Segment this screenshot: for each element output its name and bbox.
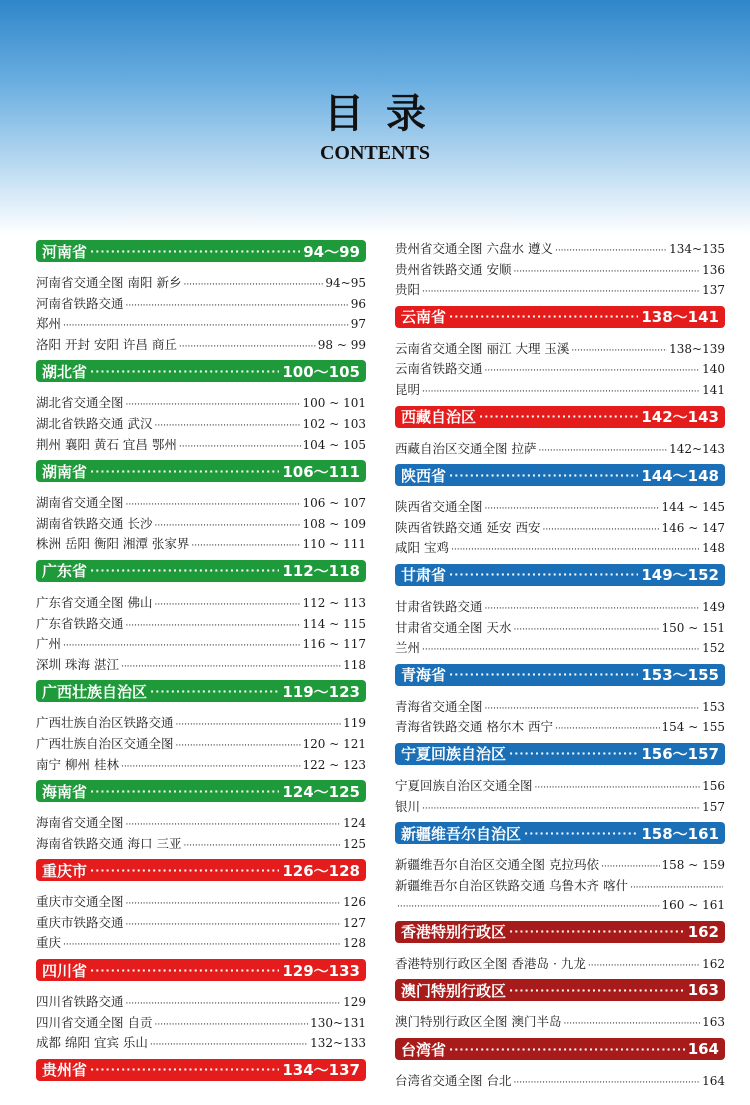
section-name: 广西壮族自治区	[42, 682, 148, 701]
toc-section	[36, 1059, 366, 1081]
toc-entry-label: 洛阳 开封 安阳 许昌 商丘	[36, 336, 177, 352]
dot-leader	[397, 899, 660, 917]
toc-entry-page: 102 ~ 103	[302, 416, 366, 431]
toc-section	[395, 979, 725, 1034]
dot-leader	[90, 564, 279, 577]
toc-entry[interactable]	[36, 656, 366, 677]
section-header-bar[interactable]	[395, 564, 725, 586]
dot-leader	[513, 1075, 700, 1093]
toc-section-continued	[395, 240, 725, 302]
section-pages: 163	[687, 981, 719, 1000]
toc-entry[interactable]	[36, 615, 366, 636]
dot-leader	[422, 801, 700, 819]
dot-leader	[126, 397, 301, 415]
toc-entry-label: 新疆维吾尔自治区铁路交通 乌鲁木齐 喀什	[395, 877, 628, 893]
dot-leader	[191, 538, 300, 556]
section-header-bar[interactable]	[36, 360, 366, 382]
section-pages: 138～141	[641, 308, 719, 327]
dot-leader	[509, 747, 638, 760]
dot-leader	[126, 896, 342, 914]
dot-leader	[179, 339, 316, 357]
toc-entry-label: 重庆市交通全图	[36, 894, 124, 910]
dot-leader	[535, 780, 701, 798]
toc-entry-label: 南宁 柳州 桂林	[36, 756, 119, 772]
toc-entry[interactable]	[36, 1034, 366, 1055]
toc-entry-page: 97	[350, 317, 366, 332]
toc-entry-label: 咸阳 宝鸡	[395, 540, 449, 556]
toc-entry-label: 甘肃省交通全图 天水	[395, 619, 512, 635]
dot-leader	[630, 880, 723, 898]
toc-entry-label: 重庆	[36, 935, 62, 951]
section-name: 青海省	[401, 666, 447, 685]
toc-entry-label: 重庆市铁路交通	[36, 914, 124, 930]
section-name: 湖南省	[42, 462, 88, 481]
toc-entry-label: 广州	[36, 636, 62, 652]
toc-entry[interactable]	[36, 893, 366, 914]
toc-entry-page: 144 ~ 145	[661, 500, 725, 515]
section-name: 甘肃省	[401, 566, 447, 585]
dot-leader	[90, 245, 300, 258]
section-pages: 149～152	[641, 566, 719, 585]
toc-entry-page: 112 ~ 113	[302, 595, 366, 610]
dot-leader	[422, 384, 700, 402]
toc-entry-page: 104 ~ 105	[302, 437, 366, 452]
toc-entry-page: 164	[702, 1074, 725, 1089]
dot-leader	[154, 518, 300, 536]
dot-leader	[183, 277, 323, 295]
toc-entry-label: 银川	[395, 798, 421, 814]
toc-entry-page: 127	[343, 915, 366, 930]
dot-leader	[571, 343, 667, 361]
toc-entry-page: 106 ~ 107	[302, 496, 366, 511]
page-title: 目录	[324, 91, 448, 137]
section-name: 湖北省	[42, 362, 88, 381]
section-header-bar[interactable]	[395, 822, 725, 844]
toc-entry-page: 136	[702, 262, 725, 277]
toc-entry-label: 兰州	[395, 640, 421, 656]
toc-entry[interactable]	[36, 535, 366, 556]
page-subtitle: CONTENTS	[319, 142, 431, 164]
section-header-bar[interactable]	[36, 859, 366, 881]
toc-entry-page: 110 ~ 111	[302, 537, 366, 552]
section-header-bar[interactable]	[395, 406, 725, 428]
section-pages: 129～133	[282, 961, 360, 980]
toc-entry[interactable]	[395, 381, 725, 402]
dot-leader	[63, 638, 300, 656]
toc-section	[36, 859, 366, 955]
toc-entry[interactable]	[395, 519, 725, 540]
toc-entry-label: 西藏自治区交通全图 拉萨	[395, 440, 537, 456]
toc-entry[interactable]	[395, 360, 725, 381]
toc-section	[395, 664, 725, 739]
toc-entry-page: 129	[343, 995, 366, 1010]
dot-leader	[154, 418, 300, 436]
toc-entry-label: 昆明	[395, 381, 421, 397]
toc-entry[interactable]	[36, 295, 366, 316]
toc-section	[395, 743, 725, 818]
dot-leader	[513, 622, 659, 640]
toc-entry[interactable]	[395, 1072, 725, 1093]
toc-entry-label: 海南省交通全图	[36, 815, 124, 831]
toc-entry[interactable]	[36, 756, 366, 777]
dot-leader	[183, 838, 341, 856]
toc-left-column	[36, 240, 366, 1093]
dot-leader	[126, 618, 301, 636]
toc-entry-page: 116 ~ 117	[302, 637, 366, 652]
toc-entry-label: 郑州	[36, 316, 62, 332]
toc-entry-page: 94~95	[325, 276, 366, 290]
toc-entry-page: 152	[702, 641, 725, 656]
toc-entry-page: 130~131	[310, 1015, 366, 1030]
section-header-bar[interactable]	[36, 1059, 366, 1081]
section-name: 新疆维吾尔自治区	[401, 824, 522, 843]
section-name: 台湾省	[401, 1040, 447, 1059]
toc-entry-page: 98 ~ 99	[317, 337, 366, 352]
toc-entry-label: 云南省交通全图 丽江 大理 玉溪	[395, 340, 570, 356]
dot-leader	[509, 984, 685, 997]
dot-leader	[509, 925, 685, 938]
dot-leader	[449, 469, 638, 482]
dot-leader	[479, 410, 638, 423]
section-name: 宁夏回族自治区	[401, 745, 507, 764]
toc-entry-page: 96	[350, 296, 366, 311]
toc-entry-page: 120 ~ 121	[302, 736, 366, 751]
dot-leader	[485, 701, 701, 719]
toc-entry-page: 100 ~ 101	[302, 396, 366, 411]
toc-entry-page: 162	[702, 956, 725, 971]
toc-entry[interactable]	[395, 1013, 725, 1034]
toc-section	[395, 564, 725, 660]
toc-entry[interactable]	[395, 856, 725, 877]
toc-entry-page: 141	[702, 382, 725, 397]
section-pages: 100～105	[282, 362, 360, 381]
dot-leader	[150, 685, 279, 698]
toc-entry[interactable]	[395, 698, 725, 719]
toc-entry-label: 河南省铁路交通	[36, 295, 124, 311]
section-pages: 158～161	[641, 824, 719, 843]
dot-leader	[150, 1037, 308, 1055]
toc-entry-label: 四川省交通全图 自贡	[36, 1014, 153, 1030]
section-name: 云南省	[401, 308, 447, 327]
toc-entry[interactable]	[36, 814, 366, 835]
dot-leader	[126, 497, 301, 515]
dot-leader	[90, 365, 279, 378]
toc-section	[395, 1038, 725, 1093]
section-header-bar[interactable]	[36, 560, 366, 582]
dot-leader	[63, 318, 349, 336]
toc-entry-page: 126	[343, 895, 366, 910]
section-name: 海南省	[42, 782, 88, 801]
section-name: 贵州省	[42, 1061, 88, 1080]
toc-entry-label: 香港特别行政区全图 香港岛 · 九龙	[395, 955, 586, 971]
toc-section	[36, 680, 366, 776]
toc-entry-label: 广西壮族自治区交通全图	[36, 735, 174, 751]
toc-entry[interactable]	[36, 835, 366, 856]
section-header-bar[interactable]	[395, 743, 725, 765]
toc-entry-label: 荆州 襄阳 黄石 宜昌 鄂州	[36, 436, 177, 452]
toc-entry-page: 156	[702, 778, 725, 793]
section-pages: 144～148	[641, 466, 719, 485]
toc-entry[interactable]	[36, 415, 366, 436]
toc-entry-label: 贵阳	[395, 282, 421, 298]
toc-entry-label: 澳门特别行政区全图 澳门半岛	[395, 1014, 562, 1030]
section-name: 陕西省	[401, 466, 447, 485]
toc-entry-label: 广西壮族自治区铁路交通	[36, 715, 174, 731]
toc-entry[interactable]	[395, 440, 725, 461]
toc-entry-label: 株洲 岳阳 衡阳 湘潭 张家界	[36, 536, 190, 552]
section-pages: 126～128	[282, 861, 360, 880]
toc-entry[interactable]	[36, 934, 366, 955]
section-pages: 94～99	[303, 242, 360, 261]
toc-entry-label: 湖南省铁路交通 长沙	[36, 515, 153, 531]
toc-entry-label: 云南省铁路交通	[395, 361, 483, 377]
section-header-bar[interactable]	[36, 460, 366, 482]
dot-leader	[121, 659, 341, 677]
dot-leader	[90, 964, 279, 977]
section-name: 河南省	[42, 242, 88, 261]
toc-entry-page: 160 ~ 161	[661, 898, 725, 913]
dot-leader	[90, 1063, 279, 1076]
dot-leader	[121, 759, 301, 777]
toc-entry-page: 140	[702, 362, 725, 377]
toc-entry-page: 146 ~ 147	[661, 520, 725, 535]
toc-entry-label: 湖南省交通全图	[36, 495, 124, 511]
toc-entry-label: 广东省交通全图 佛山	[36, 594, 153, 610]
dot-leader	[90, 785, 279, 798]
toc-entry[interactable]	[36, 315, 366, 336]
section-pages: 124～125	[282, 782, 360, 801]
toc-entry-page: 153	[702, 699, 725, 714]
toc-entry[interactable]	[395, 718, 725, 739]
section-name: 西藏自治区	[401, 408, 477, 427]
toc-section	[36, 460, 366, 556]
toc-entry[interactable]	[36, 274, 366, 295]
toc-section	[36, 240, 366, 356]
toc-entry-label: 贵州省交通全图 六盘水 遵义	[395, 241, 553, 256]
dot-leader	[126, 917, 342, 935]
section-name: 澳门特别行政区	[401, 981, 507, 1000]
section-name: 四川省	[42, 961, 88, 980]
toc-right-column	[395, 240, 725, 1097]
toc-entry[interactable]	[36, 1014, 366, 1035]
toc-entry-label: 台湾省交通全图 台北	[395, 1073, 512, 1089]
section-header-bar[interactable]	[395, 664, 725, 686]
section-header-bar[interactable]	[395, 464, 725, 486]
section-header-bar[interactable]	[395, 1038, 725, 1060]
toc-entry[interactable]	[395, 877, 725, 898]
toc-entry[interactable]	[395, 261, 725, 282]
toc-entry[interactable]	[395, 240, 725, 261]
toc-entry-page: 157	[702, 799, 725, 814]
toc-entry-label: 贵州省铁路交通 安顺	[395, 261, 512, 277]
toc-section	[36, 360, 366, 456]
dot-leader	[451, 542, 700, 560]
toc-entry-label: 青海省铁路交通 格尔木 西宁	[395, 719, 553, 735]
dot-leader	[90, 864, 279, 877]
toc-entry-page: 114 ~ 115	[302, 616, 366, 631]
toc-entry-page: 124	[343, 816, 366, 831]
section-header-bar[interactable]	[395, 306, 725, 328]
toc-entry[interactable]	[395, 598, 725, 619]
toc-entry-page: 125	[343, 836, 366, 851]
toc-entry-page: 158 ~ 159	[661, 858, 725, 873]
section-pages: 162	[687, 922, 719, 941]
dot-leader	[538, 443, 667, 461]
section-header-bar[interactable]	[36, 240, 366, 262]
section-header-bar[interactable]	[36, 780, 366, 802]
dot-leader	[542, 522, 659, 540]
dot-leader	[449, 1043, 685, 1056]
toc-section	[36, 959, 366, 1055]
dot-leader	[176, 717, 342, 735]
dot-leader	[513, 264, 700, 282]
toc-entry-label: 湖北省交通全图	[36, 395, 124, 411]
toc-entry-label: 海南省铁路交通 海口 三亚	[36, 835, 182, 851]
toc-section	[395, 921, 725, 976]
toc-entry[interactable]	[395, 777, 725, 798]
toc-entry[interactable]	[395, 281, 725, 302]
dot-leader	[601, 859, 660, 877]
section-pages: 142～143	[641, 408, 719, 427]
section-name: 重庆市	[42, 861, 88, 880]
dot-leader	[449, 668, 638, 681]
toc-entry[interactable]	[395, 619, 725, 640]
toc-entry[interactable]	[36, 635, 366, 656]
dot-leader	[449, 310, 638, 323]
toc-section	[395, 406, 725, 461]
toc-section	[395, 306, 725, 402]
toc-entry[interactable]	[395, 340, 725, 361]
dot-leader	[555, 721, 660, 739]
dot-leader	[485, 501, 660, 519]
toc-entry-page: 138~139	[669, 341, 725, 356]
toc-section	[395, 464, 725, 560]
dot-leader	[126, 298, 349, 316]
toc-entry-label: 深圳 珠海 湛江	[36, 656, 119, 672]
toc-entry-label: 甘肃省铁路交通	[395, 598, 483, 614]
toc-entry-page: 119	[343, 716, 366, 731]
dot-leader	[154, 1017, 308, 1035]
toc-entry-page: 118	[343, 657, 366, 672]
toc-entry-label: 广东省铁路交通	[36, 615, 124, 631]
toc-entry-page: 128	[343, 936, 366, 951]
section-pages: 112～118	[282, 562, 360, 581]
section-pages: 156～157	[641, 745, 719, 764]
toc-entry-page: 163	[702, 1015, 725, 1030]
toc-section	[36, 780, 366, 855]
toc-entry[interactable]	[395, 955, 725, 976]
section-name: 广东省	[42, 562, 88, 581]
toc-section	[36, 560, 366, 676]
toc-entry[interactable]	[395, 897, 725, 917]
toc-entry-page: 137	[702, 283, 725, 298]
section-header-bar[interactable]	[395, 979, 725, 1001]
toc-entry[interactable]	[36, 494, 366, 515]
toc-entry-page: 150 ~ 151	[661, 620, 725, 635]
dot-leader	[179, 439, 301, 457]
toc-section	[395, 822, 725, 917]
toc-entry-page: 142~143	[669, 441, 725, 456]
toc-entry-label: 新疆维吾尔自治区交通全图 克拉玛依	[395, 857, 599, 873]
dot-leader	[126, 996, 342, 1014]
toc-entry-page: 108 ~ 109	[302, 516, 366, 531]
dot-leader	[563, 1016, 700, 1034]
toc-entry[interactable]	[36, 714, 366, 735]
dot-leader	[485, 601, 701, 619]
toc-entry[interactable]	[395, 498, 725, 519]
dot-leader	[126, 817, 342, 835]
toc-entry[interactable]	[36, 993, 366, 1014]
toc-entry-label: 河南省交通全图 南阳 新乡	[36, 275, 182, 290]
section-pages: 106～111	[282, 462, 360, 481]
toc-entry[interactable]	[36, 394, 366, 415]
toc-entry-page: 132~133	[310, 1036, 366, 1051]
toc-entry-page: 148	[702, 541, 725, 556]
section-pages: 153～155	[641, 666, 719, 685]
toc-entry-label: 陕西省铁路交通 延安 西安	[395, 519, 541, 535]
toc-entry[interactable]	[36, 515, 366, 536]
toc-entry-page: 122 ~ 123	[302, 757, 366, 772]
dot-leader	[555, 243, 667, 261]
toc-entry-page: 149	[702, 599, 725, 614]
toc-entry[interactable]	[36, 436, 366, 457]
toc-entry[interactable]	[395, 798, 725, 819]
toc-entry-label: 宁夏回族自治区交通全图	[395, 777, 533, 793]
dot-leader	[449, 568, 638, 581]
dot-leader	[422, 642, 700, 660]
toc-entry-page: 134~135	[669, 242, 725, 256]
section-pages: 134～137	[282, 1061, 360, 1080]
toc-entry-label: 湖北省铁路交通 武汉	[36, 415, 153, 431]
dot-leader	[90, 465, 279, 478]
toc-entry[interactable]	[36, 336, 366, 357]
toc-entry-label: 四川省铁路交通	[36, 994, 124, 1010]
section-header-bar[interactable]	[36, 680, 366, 702]
toc-entry-page: 154 ~ 155	[661, 720, 725, 735]
section-pages: 119～123	[282, 682, 360, 701]
toc-entry[interactable]	[36, 914, 366, 935]
toc-entry[interactable]	[395, 639, 725, 660]
dot-leader	[588, 958, 700, 976]
toc-entry-label: 青海省交通全图	[395, 698, 483, 714]
dot-leader	[485, 363, 701, 381]
dot-leader	[176, 738, 301, 756]
section-header-bar[interactable]	[36, 959, 366, 981]
toc-entry[interactable]	[36, 594, 366, 615]
dot-leader	[524, 827, 638, 840]
section-pages: 164	[687, 1040, 719, 1059]
dot-leader	[422, 284, 700, 302]
section-name: 香港特别行政区	[401, 923, 507, 942]
dot-leader	[154, 597, 300, 615]
toc-entry[interactable]	[395, 539, 725, 560]
dot-leader	[63, 937, 341, 955]
section-header-bar[interactable]	[395, 921, 725, 943]
toc-entry-label: 陕西省交通全图	[395, 499, 483, 515]
toc-entry-label: 成都 绵阳 宜宾 乐山	[36, 1035, 148, 1051]
toc-entry[interactable]	[36, 735, 366, 756]
